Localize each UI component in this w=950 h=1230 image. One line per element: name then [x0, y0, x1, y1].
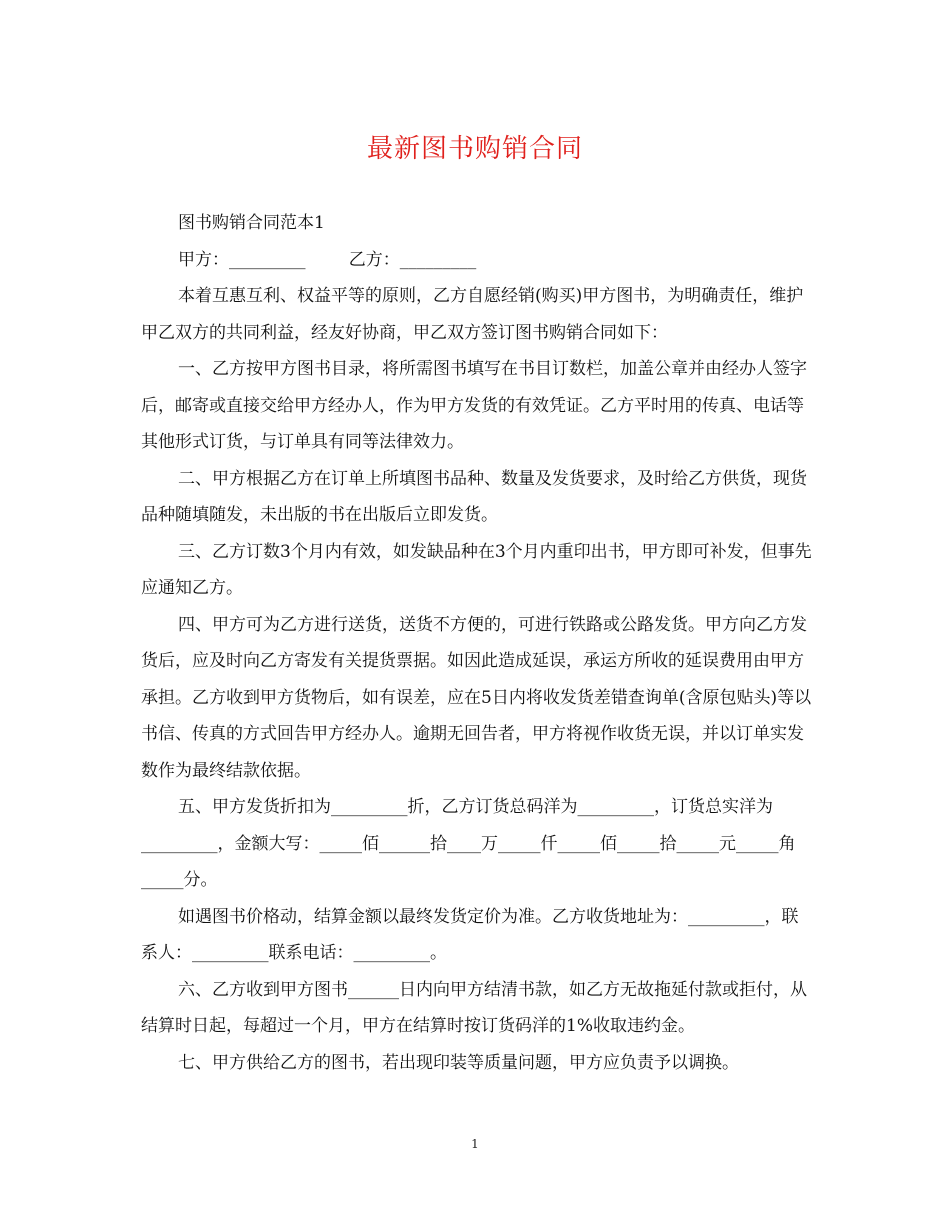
price-change-paragraph: 如遇图书价格动，结算金额以最终发货定价为准。乙方收货地址为：_________，联系人：_________联系电话：_________。: [141, 906, 799, 963]
party-b-field: 乙方：_________: [348, 249, 477, 270]
document-body: [141, 205, 813, 1081]
preamble-paragraph: 本着互惠互利、权益平等的原则，乙方自愿经销(购买)甲方图书，为明确责任，维护甲乙双方的共同利益，经友好协商，甲乙双方签订图书购销合同如下：: [141, 286, 804, 343]
contract-subtitle: 图书购销合同范本1: [178, 213, 325, 233]
clause-5-paragraph: 五、甲方发货折扣为_________折，乙方订货总码洋为_________，订货总实洋为_________，金额大写：_____佰______拾____万_____仟_____佰_____拾_____元_____角_____分。: [141, 797, 796, 890]
document-title: 最新图书购销合同: [366, 134, 583, 164]
clause-6-paragraph: 六、乙方收到甲方图书______日内向甲方结清书款，如乙方无故拖延付款或拒付，从结算时日起，每超过一个月，甲方在结算时按订货码洋的1%收取违约金。: [141, 979, 807, 1036]
clause-4-paragraph: 四、甲方可为乙方进行送货，送货不方便的，可进行铁路或公路发货。甲方向乙方发货后，应及时向乙方寄发有关提货票据。如因此造成延误，承运方所收的延误费用由甲方承担。乙方收到甲方货物后，如有误差，应在5日内将收发货差错查询单(含原包贴头)等以书信、传真的方式回告甲方经办人。逾期无回告者，甲方将视作收货无误，并以订单实发数作为最终结款依据。: [141, 614, 812, 781]
page-number: 1: [471, 1137, 479, 1151]
clause-2-paragraph: 二、甲方根据乙方在订单上所填图书品种、数量及发货要求，及时给乙方供货，现货品种随填随发，未出版的书在出版后立即发货。: [141, 468, 807, 525]
clause-1-paragraph: 一、乙方按甲方图书目录，将所需图书填写在书目订数栏，加盖公章并由经办人签字后，邮寄或直接交给甲方经办人，作为甲方发货的有效凭证。乙方平时用的传真、电话等其他形式订货，与订单具有同等法律效力。: [141, 359, 807, 452]
party-a-field: 甲方：_________: [178, 249, 306, 270]
clause-3-paragraph: 三、乙方订数3个月内有效，如发缺品种在3个月内重印出书，甲方即可补发，但事先应通知乙方。: [141, 541, 812, 598]
parties-line: [141, 242, 813, 279]
clause-7-paragraph: 七、甲方供给乙方的图书，若出现印装等质量问题，甲方应负责予以调换。: [178, 1052, 739, 1073]
